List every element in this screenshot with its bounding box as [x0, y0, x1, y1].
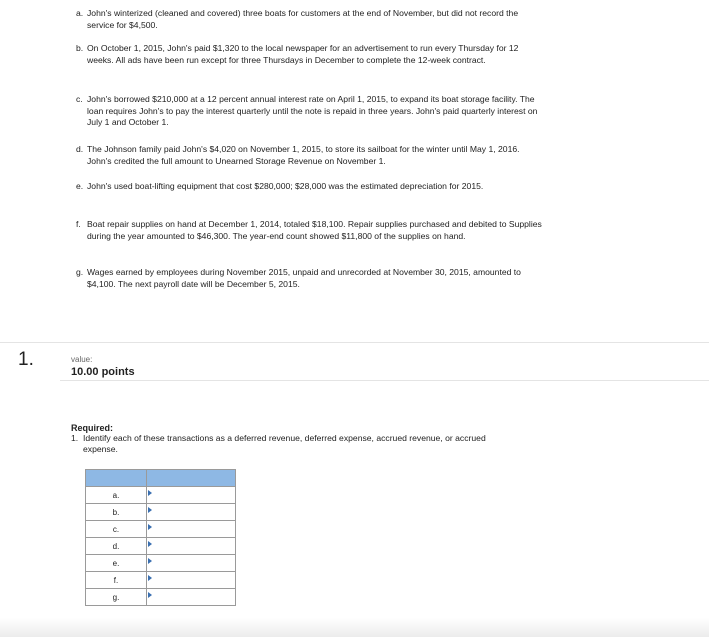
table-header-row [86, 470, 236, 487]
instruction-number: 1. [71, 433, 79, 443]
dropdown-arrow-icon[interactable] [148, 524, 152, 530]
transaction-letter: e. [76, 181, 84, 191]
instruction-text: Identify each of these transactions as a deferred revenue, deferred expense, accrued revenue, or accrued expense. [83, 433, 486, 454]
table-row [86, 589, 236, 606]
dropdown-arrow-icon[interactable] [148, 558, 152, 564]
row-letter: b. [86, 504, 147, 521]
table-row [86, 555, 236, 572]
value-label: value: [71, 355, 93, 364]
dropdown-arrow-icon[interactable] [148, 592, 152, 598]
table-header-cell [147, 470, 236, 487]
row-letter: f. [86, 572, 147, 589]
table-row [86, 504, 236, 521]
transaction-item [76, 8, 546, 31]
dropdown-arrow-icon[interactable] [148, 575, 152, 581]
transaction-text: John's used boat-lifting equipment that cost $280,000; $28,000 was the estimated depreciation for 2015. [87, 181, 484, 191]
required-heading: Required: [71, 423, 114, 433]
transaction-letter: d. [76, 144, 84, 154]
row-letter: c. [86, 521, 147, 538]
question-number: 1. [18, 349, 34, 370]
transaction-item [76, 219, 546, 242]
required-instruction [71, 433, 521, 455]
points-value: 10.00 points [71, 366, 135, 378]
row-letter: d. [86, 538, 147, 555]
question-divider [60, 380, 709, 381]
dropdown-arrow-icon[interactable] [148, 490, 152, 496]
classification-dropdown[interactable] [147, 589, 236, 606]
dropdown-arrow-icon[interactable] [148, 507, 152, 513]
transaction-item [76, 267, 546, 290]
table-row [86, 538, 236, 555]
transaction-text: On October 1, 2015, John's paid $1,320 to the local newspaper for an advertisement to run every Thursday for 12 weeks. All ads have been run except for three Thursdays in December to complete the 12-week contract. [87, 43, 519, 65]
dropdown-arrow-icon[interactable] [148, 541, 152, 547]
classification-dropdown[interactable] [147, 538, 236, 555]
transaction-item [76, 94, 546, 129]
classification-dropdown[interactable] [147, 487, 236, 504]
classification-dropdown[interactable] [147, 521, 236, 538]
table-row [86, 521, 236, 538]
classification-dropdown[interactable] [147, 572, 236, 589]
transaction-letter: b. [76, 43, 84, 53]
transaction-text: John's borrowed $210,000 at a 12 percent annual interest rate on April 1, 2015, to expand its boat storage facility. The loan requires John's to pay the interest quarterly until the note is repaid in three years. John's paid quarterly interest on July 1 and October 1. [87, 94, 538, 127]
transaction-text: Wages earned by employees during November 2015, unpaid and unrecorded at November 30, 2015, amounted to $4,100. The next payroll date will be December 5, 2015. [87, 267, 521, 289]
row-letter: a. [86, 487, 147, 504]
answer-table [85, 469, 236, 606]
classification-dropdown[interactable] [147, 555, 236, 572]
transaction-letter: f. [76, 219, 81, 229]
transaction-letter: c. [76, 94, 83, 104]
transaction-item [76, 43, 546, 66]
transaction-item [76, 181, 546, 193]
row-letter: e. [86, 555, 147, 572]
table-row [86, 487, 236, 504]
table-header-cell [86, 470, 147, 487]
bottom-fade [0, 618, 709, 637]
transaction-letter: a. [76, 8, 84, 18]
transaction-text: The Johnson family paid John's $4,020 on November 1, 2015, to store its sailboat for the winter until May 1, 2016. John's credited the full amount to Unearned Storage Revenue on November 1. [87, 144, 520, 166]
transaction-text: John's winterized (cleaned and covered) three boats for customers at the end of November, but did not record the service for $4,500. [87, 8, 519, 30]
transaction-item [76, 144, 546, 167]
transaction-text: Boat repair supplies on hand at December 1, 2014, totaled $18,100. Repair supplies purchased and debited to Supplies during the year amounted to $46,300. The year-end count showed $11,800 of the supplies on hand. [87, 219, 542, 241]
classification-dropdown[interactable] [147, 504, 236, 521]
row-letter: g. [86, 589, 147, 606]
section-divider [0, 342, 709, 343]
table-row [86, 572, 236, 589]
transaction-letter: g. [76, 267, 84, 277]
